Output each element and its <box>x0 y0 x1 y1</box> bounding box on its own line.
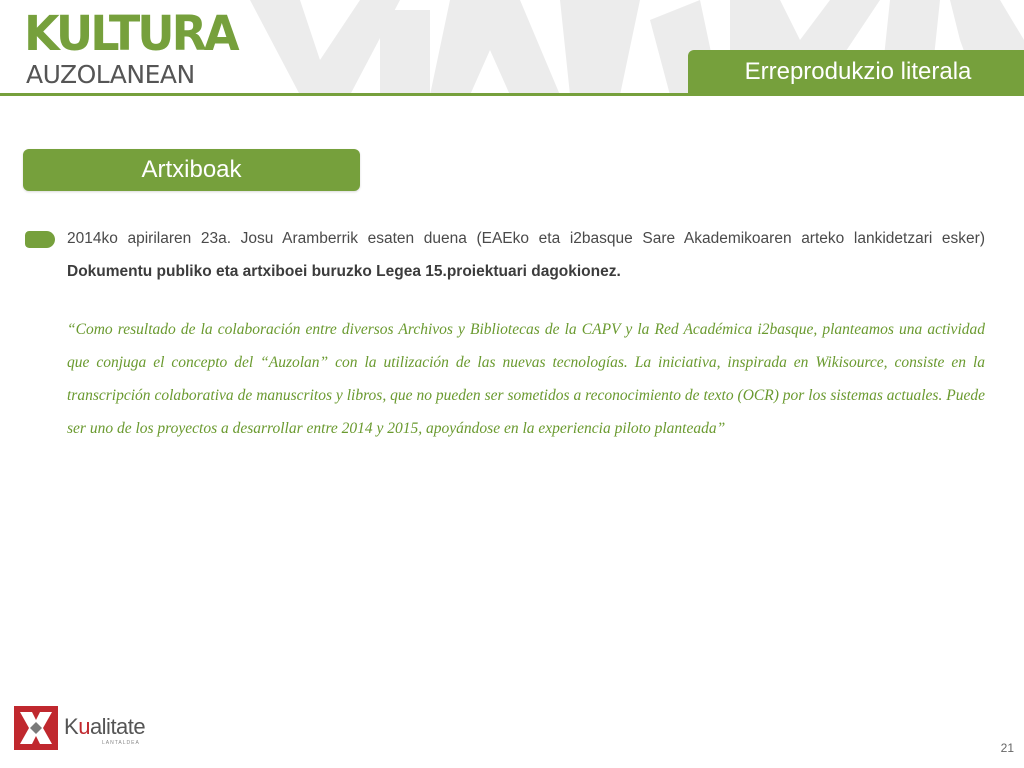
kualitate-mark-icon <box>14 706 58 750</box>
kualitate-rest: alitate <box>89 714 146 739</box>
kualitate-wordmark <box>64 716 145 738</box>
slide-title: Erreprodukzio literala <box>688 50 1024 93</box>
header-rule <box>0 93 1024 96</box>
logo-subtitle: AUZOLANEAN <box>26 60 195 89</box>
intro-paragraph <box>67 222 985 288</box>
bullet-marker <box>25 231 55 248</box>
quote-paragraph: “Como resultado de la colaboración entre diversos Archivos y Bibliotecas de la CAPV y la Red Académica i2basque, planteamos una actividad que conjuga el concepto del “Auzolan” con la utilización de las nuevas tecnologías. La iniciativa, inspirada en Wikisource, consiste en la transcripción colaborativa de manuscritos y libros, que no pueden ser sometidos a reconocimiento de texto (OCR) por los sistemas actuales. Puede ser uno de los proyectos a desarrollar entre 2014 y 2015, apoyándose en la experiencia piloto planteada” <box>67 321 985 437</box>
kualitate-letter-k: K <box>64 714 79 739</box>
kualitate-letter-u: u <box>78 714 90 739</box>
page-number: 21 <box>1000 741 1014 755</box>
section-title: Artxiboak <box>23 149 360 191</box>
kualitate-logo <box>14 706 154 754</box>
kultura-logo <box>24 4 237 90</box>
logo-wordmark: KULTURA <box>24 4 237 62</box>
intro-bold-text: Dokumentu publiko eta artxiboei buruzko Legea 15.proiektuari dagokionez. <box>67 263 621 280</box>
intro-text: 2014ko apirilaren 23a. Josu Aramberrik esaten duena (EAEko eta i2basque Sare Akademikoaren arteko lankidetzari esker) <box>67 230 985 247</box>
kualitate-subtitle: LANTALDEA <box>102 740 140 746</box>
